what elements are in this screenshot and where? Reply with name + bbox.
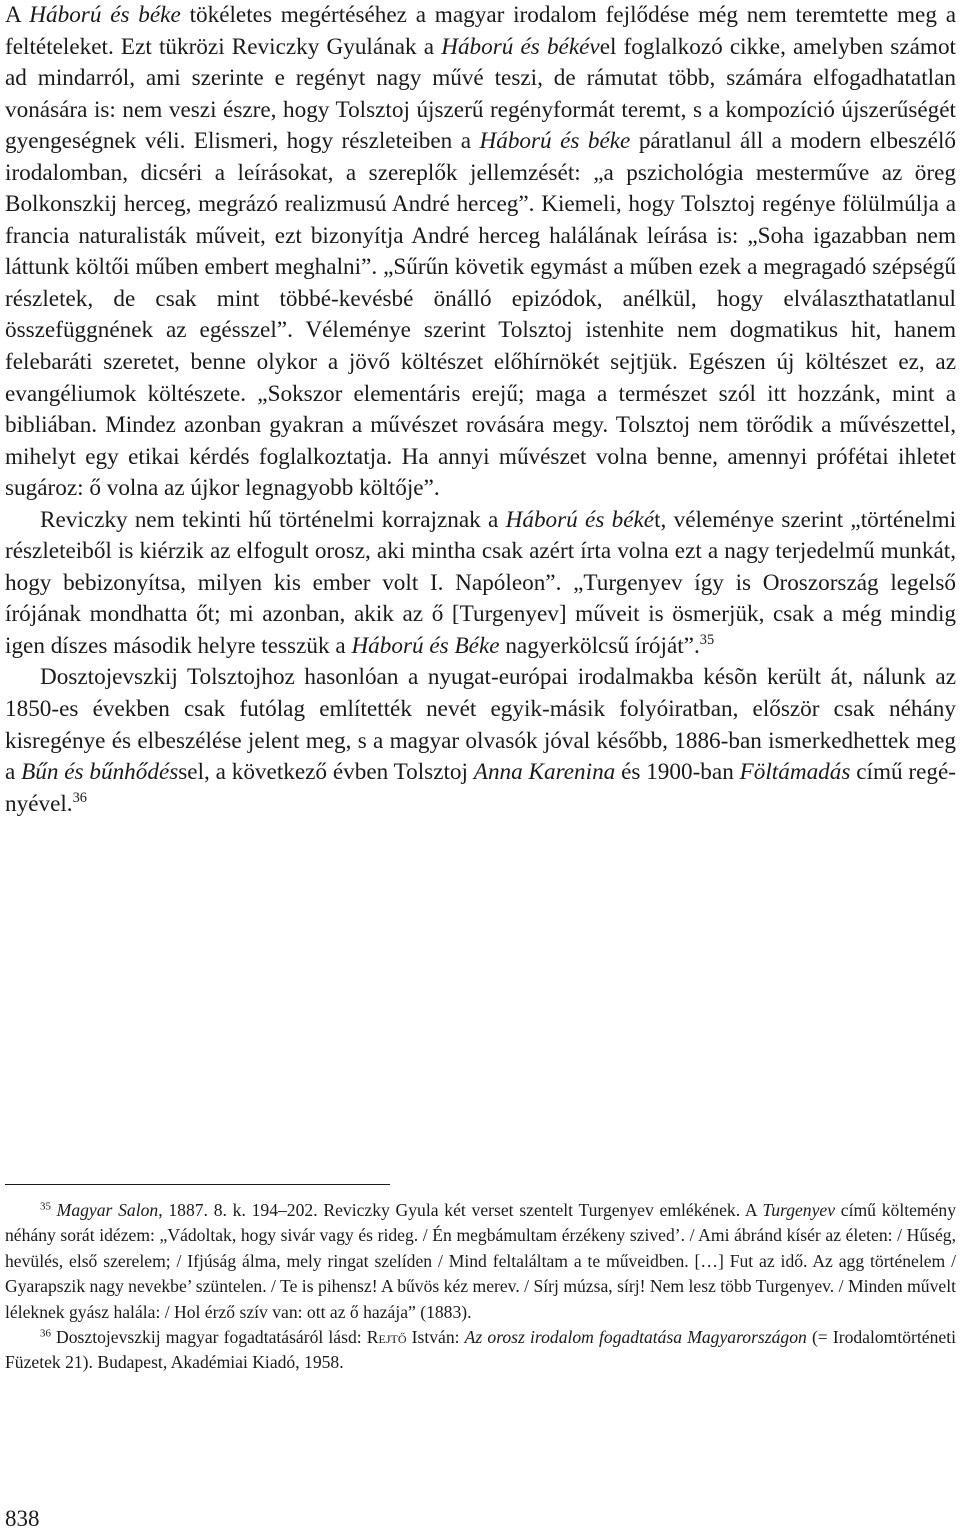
text-run: Dosztojevszkij magyar fogadtatásáról lásd: bbox=[50, 1327, 367, 1348]
footnote-ref: 36 bbox=[40, 1327, 51, 1340]
italic-title: Az orosz irodalom fogadtatása Magyarországon bbox=[464, 1327, 807, 1348]
text-run: István: bbox=[406, 1327, 465, 1348]
text-run: című regényével. bbox=[5, 759, 957, 817]
footnote-35 bbox=[5, 1198, 956, 1325]
italic-title: Anna Karenina bbox=[473, 759, 616, 786]
text-run: , 1887. 8. k. 194–202. Reviczky Gyula két verset szentelt Turgenyev emlékének. A bbox=[158, 1200, 763, 1220]
text-run: Reviczky nem tekinti hű történelmi korrajznak a bbox=[40, 506, 506, 533]
page-number: 838 bbox=[5, 1506, 40, 1531]
text-run: (= Irodalomtörténeti Füzetek 21). Budapest, Akadémiai Kiadó, 1958. bbox=[5, 1327, 956, 1373]
author-name: Rejtő bbox=[366, 1327, 407, 1348]
italic-title: Háború és békév bbox=[441, 33, 600, 60]
text-run: A bbox=[5, 2, 30, 28]
paragraph-reviczky-history bbox=[5, 505, 956, 663]
text-run: Dosztojevszkij Tolsztojhoz hasonlóan a nyugat-európai irodalmakba késõn került át, nálunk az 1850-es években csak futólag említették nevét egyik-másik folyóiratban, először csak néhány kisregénye és elbeszélése jelent meg, s a magyar olvasók jóval később, 1886-ban ismerkedhettek meg a bbox=[5, 664, 956, 786]
footnotes bbox=[5, 1198, 956, 1376]
text-run: tökéletes megértéséhez a magyar irodalom fejlődése még nem teremtette meg a feltételeket. Ezt tükrözi Reviczky Gyulának a bbox=[5, 2, 957, 60]
text-run: páratlanul áll a modern elbeszélő irodalomban, dicséri a leírásokat, a szereplők jellemzését: „a pszichológia mesterműve az öreg Bolkonszkij herceg, megrázó realizmusú André herceg”. Kiemeli, hogy Tolsztoj regénye fölülmúlja a francia naturalisták műveit, ezt bizonyítja André herceg halálának leírása is: „Soha igazabban nem láttunk költői műben embert meghalni”. „Sűrűn követik egymást a műben ezek a megragadó szépségű részletek, de csak mint többé-kevésbé önálló epizódok, anélkül, hogy elválaszthatatlanul összefüggnének az egésszel”. Véleménye szerint Tolsztoj istenhite nem dogmatikus hit, hanem felebaráti szeretet, benne olykor a jövő költészet előhírnökét sejtjük. Egészen új költészet ez, az evangéliumok költészete. „Sokszor elementáris erejű; maga a természet szól itt hozzánk, mint a bibliában. Mindez azonban gyakran a művészet rovására megy. Tolsztoj nem törődik a művészettel, mihelyt egy etikai kérdés foglalkoztatja. Ha annyi művészet volna benne, amennyi prófétai ihletet sugároz: ő volna az újkor legnagyobb költője”. bbox=[5, 128, 956, 502]
italic-title: Turgenyev bbox=[762, 1200, 836, 1220]
italic-title: Háború és béke bbox=[29, 2, 181, 28]
italic-title: Magyar Salon bbox=[56, 1200, 159, 1220]
italic-title: Háború és Béke bbox=[351, 632, 500, 659]
footnote-ref: 35 bbox=[40, 1200, 51, 1213]
paragraph-tolstoy-reviczky bbox=[5, 0, 956, 505]
main-text bbox=[5, 0, 956, 820]
text-run: sel, a következő évben Tolsztoj bbox=[178, 759, 474, 786]
text-run: című költemény néhány sorát idézem: „Vádoltak, hogy sivár vagy és rideg. / Én megbámultam érzékeny szived’. / Ami ábránd kísér az életen: / Hűség, hevülés, első szerelem; / Ifjúság álma, mely ringat szelíden / Mind feltaláltam a te műveidben. […] Fut az idő. Az agg történelem / Gyarapszik nagy nevekbe’ szüntelen. / Te is pihensz! A bűvös kéz merev. / Sírj múzsa, sírj! Nem lesz több Turgenyev. / Minden művelt léleknek gyász halála: / Hol érző szív van: ott az ő hazája” (1883). bbox=[5, 1200, 956, 1322]
italic-title: Háború és béke bbox=[479, 128, 631, 155]
footnote-ref: 35 bbox=[699, 632, 715, 649]
text-run: el foglalkozó cikke, amelyben számot ad mindarról, ami szerinte e regényt nagy művé teszi, de rámutat több, számára elfogadhatatlan vonására is: nem veszi észre, hogy Tolsztoj újszerű regényformát teremt, s a kompozíció újszerűségét gyengeségnek véli. Elismeri, hogy részleteiben a bbox=[5, 33, 956, 155]
footnote-separator bbox=[5, 1184, 390, 1185]
text-run: és 1900-ban bbox=[615, 759, 740, 786]
italic-title: Háború és béké bbox=[505, 506, 655, 533]
italic-title: Bűn és bűnhődés bbox=[21, 759, 179, 786]
italic-title: Föltámadás bbox=[739, 759, 851, 786]
text-run: nagyerkölcsű íróját”. bbox=[499, 632, 700, 659]
paragraph-dostoevsky bbox=[5, 662, 956, 820]
text-run: t, véleménye szerint „történelmi részleteiből is kiérzik az elfogult orosz, aki mintha csak azért írta volna ezt a nagy terjedelmű munkát, hogy bebizonyítsa, milyen kis ember volt I. Napóleon”. „Turgenyev így is Oroszország legelső írójának mondhatta őt; mi azonban, akik az ő [Turgenyev] műveit is ösmerjük, csak a még mindig igen díszes második helyre tesszük a bbox=[5, 506, 957, 659]
footnote-36 bbox=[5, 1325, 956, 1376]
footnote-ref: 36 bbox=[72, 789, 87, 806]
